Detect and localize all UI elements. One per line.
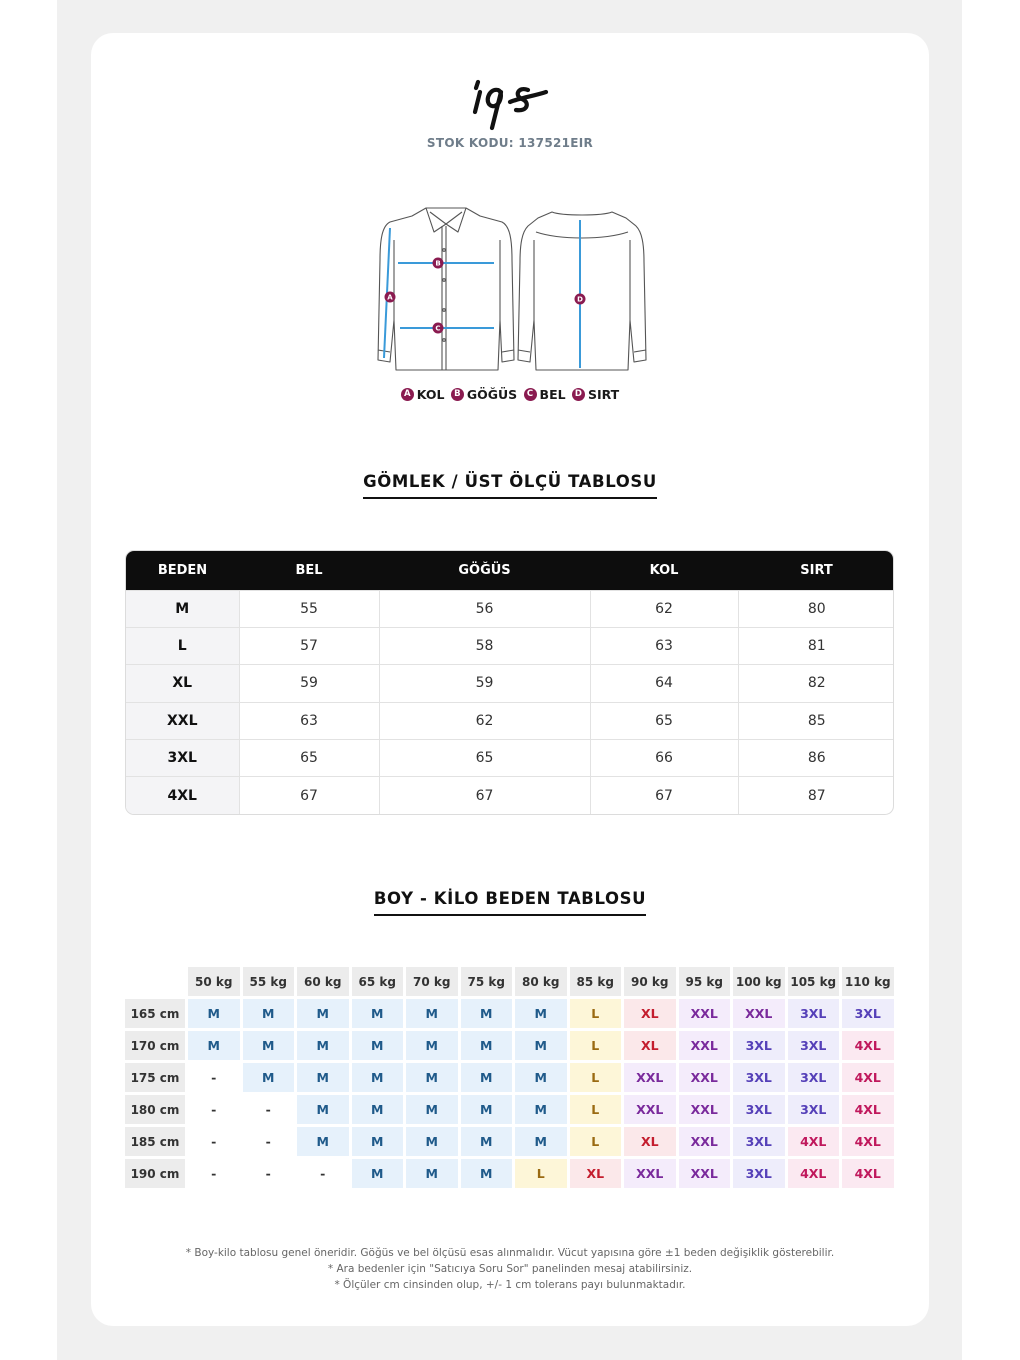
size-cell: M <box>461 999 513 1028</box>
size-cell: M <box>352 1159 404 1188</box>
svg-text:A: A <box>387 293 393 302</box>
legend-key-a: A <box>401 388 414 401</box>
size-cell: M <box>515 999 567 1028</box>
size-cell: M <box>297 1031 349 1060</box>
weight-header: 105 kg <box>788 967 840 996</box>
size-cell: - <box>243 1127 295 1156</box>
size-cell: M <box>297 999 349 1028</box>
legend-key-c: C <box>524 388 537 401</box>
size-cell: M <box>461 1063 513 1092</box>
size-cell: L <box>515 1159 567 1188</box>
weight-header: 90 kg <box>624 967 676 996</box>
size-cell: XL <box>624 999 676 1028</box>
measure-cell: 65 <box>239 740 379 777</box>
height-header: 175 cm <box>125 1063 185 1092</box>
measure-cell: 66 <box>590 740 738 777</box>
brand-logo <box>470 62 550 134</box>
size-cell: M <box>461 1031 513 1060</box>
shirt-measurement-diagram <box>370 200 650 380</box>
table-row <box>125 1063 894 1092</box>
size-cell: - <box>188 1159 240 1188</box>
table-row <box>126 665 894 702</box>
legend-label-kol: KOL <box>416 387 445 402</box>
measure-cell: 65 <box>590 702 738 739</box>
size-label-cell: 3XL <box>126 740 239 777</box>
size-cell: M <box>406 1031 458 1060</box>
boy-kilo-header <box>125 967 894 996</box>
size-cell: 3XL <box>788 1031 840 1060</box>
weight-header: 80 kg <box>515 967 567 996</box>
size-cell: M <box>461 1159 513 1188</box>
legend-key-b: B <box>451 388 464 401</box>
weight-header: 70 kg <box>406 967 458 996</box>
size-cell: 3XL <box>788 999 840 1028</box>
size-cell: L <box>570 1063 622 1092</box>
logo-text: ips <box>510 132 512 133</box>
size-label-cell: M <box>126 590 239 627</box>
table-row <box>125 1127 894 1156</box>
weight-header: 65 kg <box>352 967 404 996</box>
size-cell: XXL <box>679 1031 731 1060</box>
size-label-cell: XL <box>126 665 239 702</box>
measure-cell: 63 <box>590 627 738 664</box>
svg-text:C: C <box>435 324 441 333</box>
legend-label-sirt: SIRT <box>587 387 620 402</box>
size-cell: L <box>570 1095 622 1124</box>
legend-item-kol <box>401 387 445 402</box>
size-cell: XL <box>570 1159 622 1188</box>
height-header: 170 cm <box>125 1031 185 1060</box>
weight-header: 85 kg <box>570 967 622 996</box>
size-cell: 4XL <box>842 1127 894 1156</box>
size-cell: XXL <box>679 1063 731 1092</box>
size-cell: 3XL <box>842 999 894 1028</box>
size-cell: M <box>406 999 458 1028</box>
measure-cell: 85 <box>738 702 894 739</box>
measure-cell: 67 <box>239 777 379 814</box>
size-cell: M <box>461 1127 513 1156</box>
size-cell: M <box>352 999 404 1028</box>
measure-cell: 59 <box>239 665 379 702</box>
height-header: 190 cm <box>125 1159 185 1188</box>
size-cell: - <box>188 1063 240 1092</box>
size-cell: M <box>188 1031 240 1060</box>
table-row <box>126 740 894 777</box>
weight-header: 55 kg <box>243 967 295 996</box>
size-cell: M <box>461 1095 513 1124</box>
height-header: 165 cm <box>125 999 185 1028</box>
footnotes <box>0 1245 1020 1293</box>
size-cell: M <box>188 999 240 1028</box>
size-cell: XXL <box>679 999 731 1028</box>
size-cell: L <box>570 1127 622 1156</box>
size-cell: M <box>406 1159 458 1188</box>
measure-col-header: BEL <box>239 551 379 590</box>
weight-header: 110 kg <box>842 967 894 996</box>
table-row <box>125 1031 894 1060</box>
table-row <box>125 999 894 1028</box>
size-cell: L <box>570 1031 622 1060</box>
legend-item-sirt <box>572 387 619 402</box>
measure-cell: 58 <box>379 627 590 664</box>
size-cell: M <box>406 1127 458 1156</box>
size-cell: 3XL <box>733 1159 785 1188</box>
measure-table-heading <box>0 472 1020 499</box>
size-cell: XXL <box>679 1159 731 1188</box>
measure-cell: 64 <box>590 665 738 702</box>
table-row <box>126 777 894 814</box>
measure-cell: 59 <box>379 665 590 702</box>
measure-table-header <box>126 551 894 590</box>
table-row <box>126 702 894 739</box>
size-cell: XL <box>624 1031 676 1060</box>
footnote: * Boy-kilo tablosu genel öneridir. Göğüs ve bel ölçüsü esas alınmalıdır. Vücut yapısına göre ±1 beden değişiklik gösterebilir. <box>185 1247 835 1259</box>
weight-header: 50 kg <box>188 967 240 996</box>
measure-cell: 86 <box>738 740 894 777</box>
size-cell: XXL <box>624 1159 676 1188</box>
measure-cell: 63 <box>239 702 379 739</box>
size-cell: M <box>352 1095 404 1124</box>
height-header: 185 cm <box>125 1127 185 1156</box>
size-cell: M <box>406 1095 458 1124</box>
boy-kilo-heading <box>0 889 1020 916</box>
size-cell: M <box>297 1127 349 1156</box>
size-cell: M <box>243 999 295 1028</box>
size-cell: 4XL <box>842 1063 894 1092</box>
size-cell: 4XL <box>788 1127 840 1156</box>
size-cell: XXL <box>624 1063 676 1092</box>
footnote: * Ölçüler cm cinsinden olup, +/- 1 cm tolerans payı bulunmaktadır. <box>334 1279 686 1291</box>
measure-col-header: GÖĞÜS <box>379 551 590 590</box>
measure-cell: 67 <box>379 777 590 814</box>
size-cell: M <box>352 1031 404 1060</box>
svg-text:B: B <box>435 259 441 268</box>
size-cell: XXL <box>733 999 785 1028</box>
size-cell: XXL <box>624 1095 676 1124</box>
size-cell: M <box>406 1063 458 1092</box>
measure-cell: 57 <box>239 627 379 664</box>
size-label-cell: 4XL <box>126 777 239 814</box>
boy-kilo-title: BOY - KİLO BEDEN TABLOSU <box>374 889 646 916</box>
size-cell: XXL <box>679 1095 731 1124</box>
legend-key-d: D <box>572 388 585 401</box>
size-cell: 3XL <box>788 1063 840 1092</box>
size-cell: M <box>515 1127 567 1156</box>
measure-cell: 80 <box>738 590 894 627</box>
size-cell: 3XL <box>733 1031 785 1060</box>
height-header: 180 cm <box>125 1095 185 1124</box>
size-cell: 4XL <box>842 1159 894 1188</box>
size-cell: - <box>243 1095 295 1124</box>
measure-cell: 81 <box>738 627 894 664</box>
legend-item-gogus <box>451 387 517 402</box>
legend-label-bel: BEL <box>539 387 566 402</box>
size-cell: M <box>515 1063 567 1092</box>
measure-cell: 82 <box>738 665 894 702</box>
size-cell: 4XL <box>788 1159 840 1188</box>
weight-header: 95 kg <box>679 967 731 996</box>
measure-col-header: SIRT <box>738 551 894 590</box>
measure-cell: 56 <box>379 590 590 627</box>
size-cell: 4XL <box>842 1095 894 1124</box>
measure-cell: 55 <box>239 590 379 627</box>
size-cell: 3XL <box>733 1127 785 1156</box>
stock-code: STOK KODU: 137521EIR <box>426 136 594 150</box>
svg-text:D: D <box>577 295 583 304</box>
measure-cell: 87 <box>738 777 894 814</box>
measure-cell: 62 <box>379 702 590 739</box>
size-cell: XL <box>624 1127 676 1156</box>
measure-table-title: GÖMLEK / ÜST ÖLÇÜ TABLOSU <box>363 472 657 499</box>
table-row <box>125 1095 894 1124</box>
footnote: * Ara bedenler için "Satıcıya Soru Sor" panelinden mesaj atabilirsiniz. <box>327 1263 693 1275</box>
measure-cell: 62 <box>590 590 738 627</box>
size-cell: M <box>352 1063 404 1092</box>
size-cell: M <box>243 1063 295 1092</box>
size-cell: - <box>188 1095 240 1124</box>
size-cell: M <box>297 1063 349 1092</box>
size-cell: 3XL <box>733 1095 785 1124</box>
corner-cell <box>125 967 185 996</box>
measure-cell: 65 <box>379 740 590 777</box>
weight-header: 60 kg <box>297 967 349 996</box>
size-cell: - <box>188 1127 240 1156</box>
table-row <box>126 590 894 627</box>
measure-cell: 67 <box>590 777 738 814</box>
table-row <box>126 627 894 664</box>
measure-table <box>125 550 894 815</box>
size-cell: - <box>243 1159 295 1188</box>
size-cell: XXL <box>679 1127 731 1156</box>
size-label-cell: L <box>126 627 239 664</box>
size-cell: 4XL <box>842 1031 894 1060</box>
table-row <box>125 1159 894 1188</box>
measure-col-header: KOL <box>590 551 738 590</box>
size-cell: - <box>297 1159 349 1188</box>
size-cell: M <box>352 1127 404 1156</box>
size-cell: M <box>515 1095 567 1124</box>
size-cell: 3XL <box>733 1063 785 1092</box>
weight-header: 100 kg <box>733 967 785 996</box>
measure-col-header: BEDEN <box>126 551 239 590</box>
size-cell: 3XL <box>788 1095 840 1124</box>
size-label-cell: XXL <box>126 702 239 739</box>
legend-label-gogus: GÖĞÜS <box>466 387 518 402</box>
legend-item-bel <box>524 387 566 402</box>
size-cell: M <box>243 1031 295 1060</box>
boy-kilo-table <box>125 967 897 1191</box>
size-cell: L <box>570 999 622 1028</box>
size-cell: M <box>297 1095 349 1124</box>
weight-header: 75 kg <box>461 967 513 996</box>
diagram-legend <box>0 384 1020 402</box>
size-cell: M <box>515 1031 567 1060</box>
